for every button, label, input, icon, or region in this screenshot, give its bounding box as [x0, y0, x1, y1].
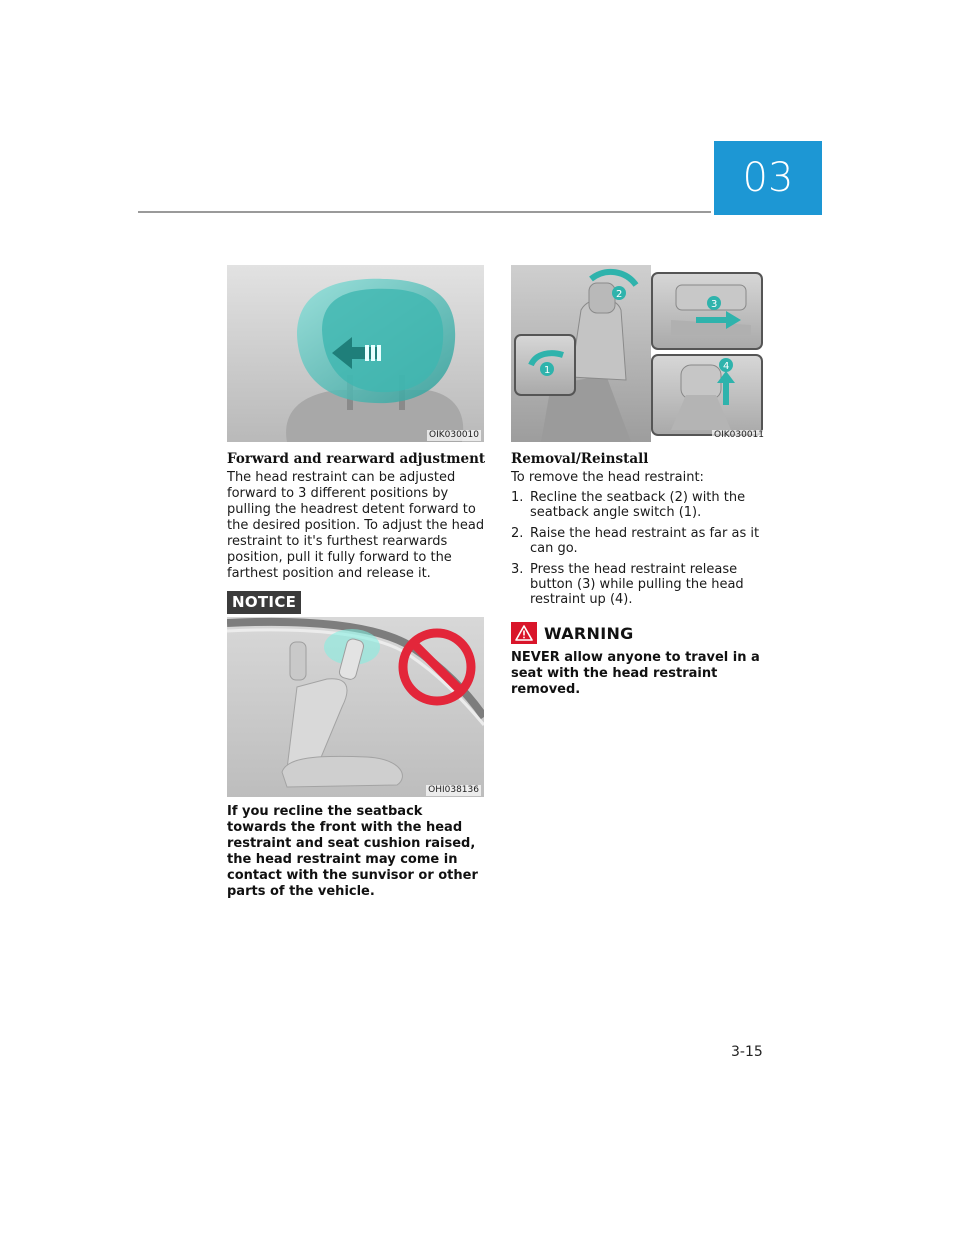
- figure-notice-recline: [227, 617, 484, 797]
- step-number: 2.: [511, 526, 524, 541]
- removal-steps: [511, 490, 773, 613]
- figure-forward-adjustment: [227, 265, 484, 442]
- section-heading-removal: Removal/Reinstall: [511, 451, 649, 467]
- warning-header: [511, 622, 634, 644]
- callout-1: 1: [544, 365, 551, 376]
- chapter-tab: [714, 141, 822, 215]
- headrest-removal-steps-illustration: [511, 265, 769, 442]
- section-heading-adjustment: Forward and rearward adjustment: [227, 451, 486, 467]
- header-divider: [138, 211, 711, 213]
- step-text: Raise the head restraint as far as it can go.: [530, 526, 760, 556]
- figure-code: OIK030010: [429, 430, 479, 440]
- callout-4: 4: [723, 361, 730, 372]
- step-number: 1.: [511, 490, 524, 505]
- warning-title: WARNING: [544, 623, 634, 643]
- removal-intro: To remove the head restraint:: [511, 470, 704, 485]
- step-text: Recline the seatback (2) with the seatback angle switch (1).: [530, 490, 746, 520]
- list-item: [511, 526, 773, 556]
- warning-text: NEVER allow anyone to travel in a seat with the head restraint removed.: [511, 650, 760, 697]
- figure-code: OHI038136: [428, 785, 479, 795]
- figure-removal: [511, 265, 769, 442]
- list-item: [511, 490, 773, 520]
- step-number: 3.: [511, 562, 524, 577]
- adjustment-paragraph: The head restraint can be adjusted forward to 3 different positions by pulling the headrest detent forward to the desired position. To adjust the head restraint to it's furthest rearwards position, pull it fully forward to the farthest position and release it.: [227, 470, 485, 581]
- callout-2: 2: [616, 289, 623, 300]
- notice-label: NOTICE: [227, 591, 301, 614]
- warning-icon: [511, 622, 537, 644]
- chapter-number: 03: [742, 155, 794, 201]
- step-text: Press the head restraint release button (3) while pulling the head restraint up (4).: [530, 562, 744, 607]
- list-item: [511, 562, 773, 607]
- page-number: 3-15: [731, 1044, 763, 1060]
- seat-recline-prohibited-illustration: [227, 617, 484, 797]
- notice-text: If you recline the seatback towards the front with the head restraint and seat cushion raised, the head restraint may come in contact with the sunvisor or other parts of the vehicle.: [227, 804, 478, 899]
- callout-3: 3: [711, 299, 718, 310]
- figure-code: OIK030011: [714, 430, 764, 440]
- headrest-forward-arrow-illustration: [227, 265, 484, 442]
